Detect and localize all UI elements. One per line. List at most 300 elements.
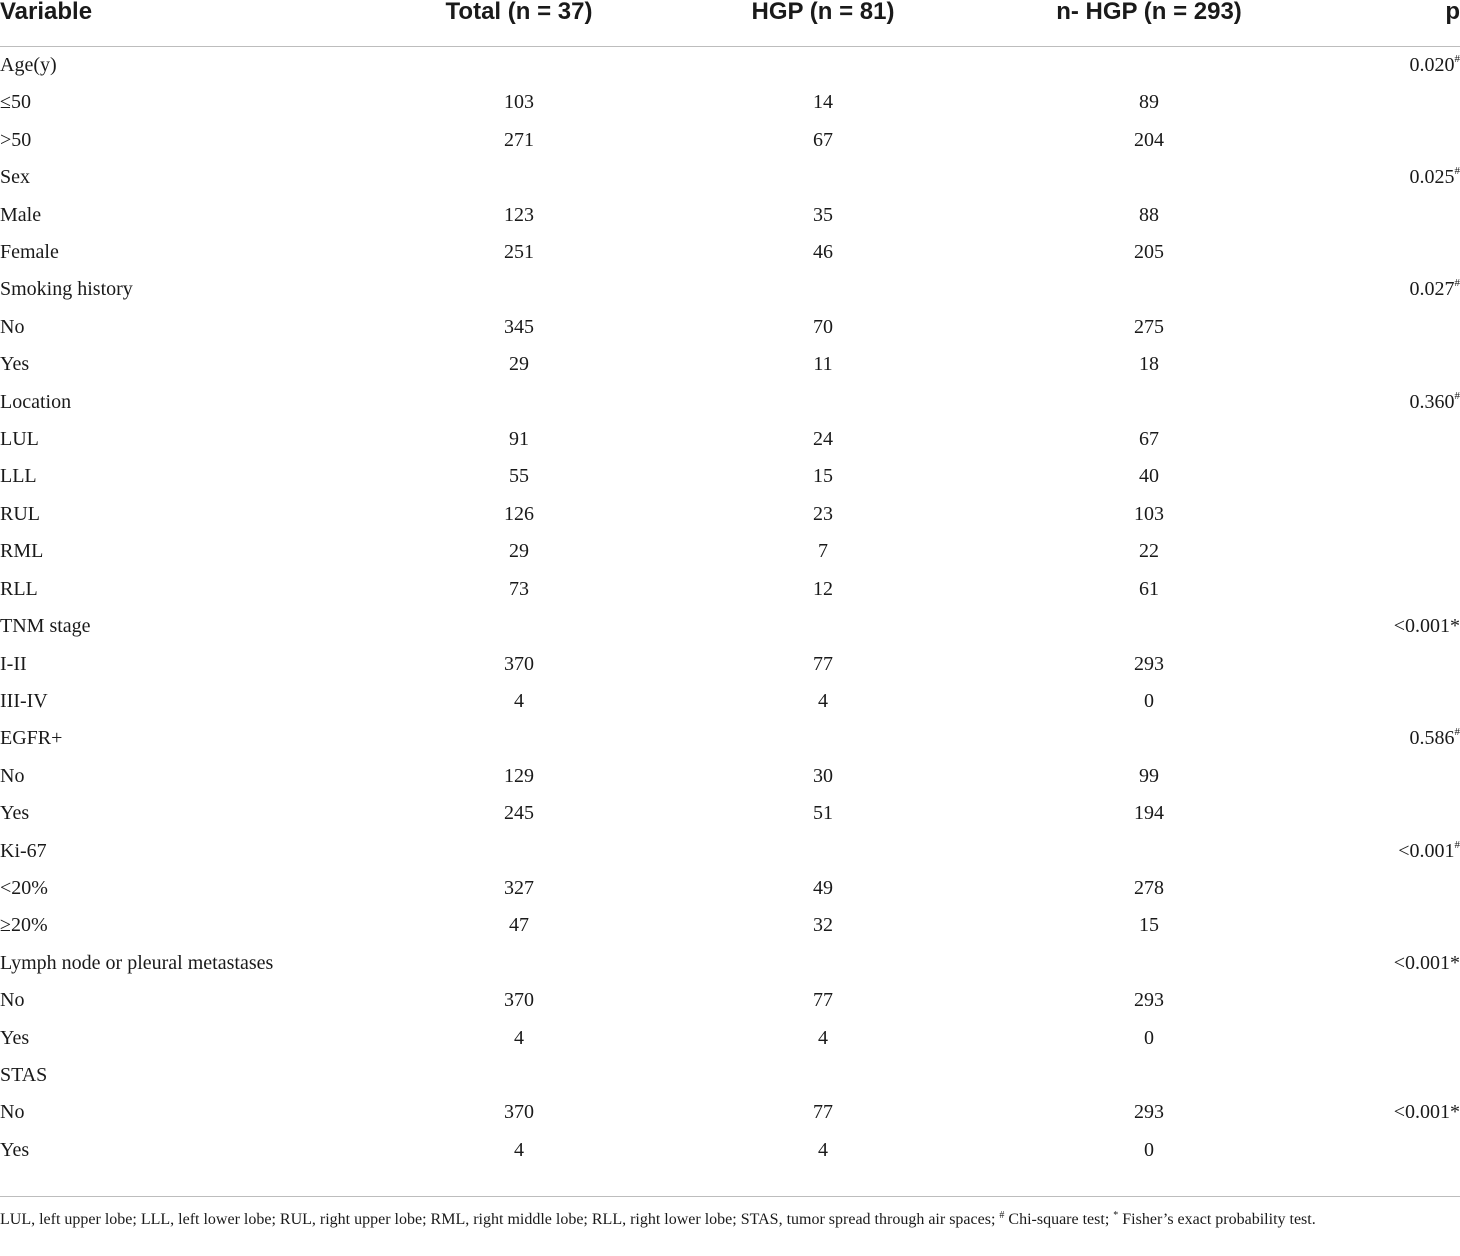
- cell-hgp: [658, 1020, 988, 1057]
- cell-n-hgp: [988, 384, 1310, 421]
- cell-hgp-text: 67: [813, 128, 833, 151]
- cell-hgp-text: 49: [813, 876, 833, 899]
- cell-n-hgp: [988, 982, 1310, 1019]
- cell-total: [380, 271, 658, 308]
- cell-p-value: [1310, 982, 1460, 1019]
- cell-total-text: 55: [509, 465, 529, 488]
- cell-n-hgp: [988, 683, 1310, 720]
- cell-n-hgp-text: 293: [1134, 652, 1164, 675]
- cell-n-hgp: [988, 646, 1310, 683]
- row-label: [0, 758, 380, 795]
- row-label: [0, 646, 380, 683]
- p-value-mark: #: [1454, 838, 1460, 851]
- row-label: [0, 907, 380, 944]
- row-label: [0, 945, 380, 982]
- cell-hgp: [658, 758, 988, 795]
- cell-n-hgp-text: 89: [1139, 91, 1159, 114]
- cell-total-text: 103: [504, 91, 534, 114]
- cell-p-value: [1310, 47, 1460, 85]
- cell-p-value: [1310, 758, 1460, 795]
- table-row: [0, 47, 1460, 85]
- cell-total: [380, 122, 658, 159]
- cell-hgp: [658, 945, 988, 982]
- cell-hgp-text: 24: [813, 428, 833, 451]
- cell-n-hgp: [988, 720, 1310, 757]
- cell-p-value: [1310, 833, 1460, 870]
- cell-total-text: 4: [514, 689, 524, 712]
- row-label: [0, 1057, 380, 1094]
- cell-hgp: [658, 795, 988, 832]
- cell-p-value: [1310, 271, 1460, 308]
- cell-n-hgp-text: 67: [1139, 428, 1159, 451]
- cell-total: [380, 720, 658, 757]
- cell-hgp-text: 51: [813, 802, 833, 825]
- cell-p-value: [1310, 421, 1460, 458]
- row-label: [0, 571, 380, 608]
- cell-n-hgp: [988, 758, 1310, 795]
- cell-hgp-text: 4: [818, 689, 828, 712]
- cell-n-hgp: [988, 458, 1310, 495]
- cell-n-hgp: [988, 1094, 1310, 1131]
- table-row: [0, 496, 1460, 533]
- cell-n-hgp-text: 15: [1139, 914, 1159, 937]
- row-label: [0, 197, 380, 234]
- cell-total: [380, 1132, 658, 1169]
- cell-n-hgp-text: 194: [1134, 802, 1164, 825]
- cell-p-value: [1310, 496, 1460, 533]
- cell-hgp: [658, 384, 988, 421]
- cell-p-value: [1310, 720, 1460, 757]
- cell-hgp: [658, 533, 988, 570]
- row-label-text: Yes: [0, 1026, 30, 1049]
- cell-n-hgp: [988, 122, 1310, 159]
- cell-hgp-text: 4: [818, 1026, 828, 1049]
- row-label: [0, 47, 380, 85]
- row-label-text: Location: [0, 390, 72, 413]
- cell-total: [380, 907, 658, 944]
- row-label-text: Yes: [0, 353, 30, 376]
- cell-n-hgp: [988, 234, 1310, 271]
- header-total: Total (n = 37): [380, 0, 658, 47]
- cell-total: [380, 1094, 658, 1131]
- cell-p-value-text: 0.025: [1409, 166, 1455, 189]
- cell-p-value: [1310, 533, 1460, 570]
- cell-p-value-text: <0.001*: [1393, 1101, 1460, 1124]
- table-row: [0, 533, 1460, 570]
- cell-hgp-text: 7: [818, 540, 828, 563]
- cell-total: [380, 870, 658, 907]
- cell-hgp-text: 4: [818, 1138, 828, 1161]
- row-label: [0, 720, 380, 757]
- cell-n-hgp-text: 0: [1144, 689, 1154, 712]
- cell-hgp-text: 23: [813, 502, 833, 525]
- cell-hgp: [658, 683, 988, 720]
- cell-hgp: [658, 84, 988, 121]
- cell-hgp-text: 15: [813, 465, 833, 488]
- cell-hgp: [658, 870, 988, 907]
- row-label-text: No: [0, 315, 25, 338]
- row-label-text: RML: [0, 540, 44, 563]
- row-label-text: ≥20%: [0, 914, 48, 937]
- cell-p-value: [1310, 309, 1460, 346]
- cell-n-hgp: [988, 159, 1310, 196]
- footnote-abbreviations: LUL, left upper lobe; LLL, left lower lobe; RUL, right upper lobe; RML, right middle lobe; RLL, right lower lobe; STAS, tumor spread through air spaces;: [0, 1211, 1000, 1228]
- cell-total: [380, 533, 658, 570]
- cell-n-hgp-text: 61: [1139, 577, 1159, 600]
- cell-p-value: [1310, 1020, 1460, 1057]
- row-label: [0, 833, 380, 870]
- table-row: [0, 234, 1460, 271]
- cell-total: [380, 795, 658, 832]
- cell-n-hgp-text: 103: [1134, 502, 1164, 525]
- cell-p-value-text: <0.001: [1398, 839, 1455, 862]
- cell-n-hgp: [988, 870, 1310, 907]
- cell-hgp: [658, 833, 988, 870]
- row-label-text: I-II: [0, 652, 27, 675]
- cell-p-value-text: 0.586: [1409, 727, 1455, 750]
- cell-p-value: [1310, 870, 1460, 907]
- cell-hgp: [658, 496, 988, 533]
- table-row: [0, 271, 1460, 308]
- cell-n-hgp: [988, 533, 1310, 570]
- cell-total-text: 4: [514, 1138, 524, 1161]
- cell-total: [380, 159, 658, 196]
- cell-hgp: [658, 234, 988, 271]
- p-value-mark: #: [1454, 165, 1460, 178]
- cell-n-hgp-text: 40: [1139, 465, 1159, 488]
- row-label: [0, 608, 380, 645]
- cell-total: [380, 47, 658, 85]
- table-row: [0, 720, 1460, 757]
- cell-total: [380, 346, 658, 383]
- table-row: [0, 571, 1460, 608]
- cell-total: [380, 571, 658, 608]
- row-label: [0, 84, 380, 121]
- row-label: [0, 159, 380, 196]
- row-label: [0, 271, 380, 308]
- table-row: [0, 833, 1460, 870]
- cell-p-value: [1310, 795, 1460, 832]
- table-row: [0, 646, 1460, 683]
- cell-total: [380, 458, 658, 495]
- row-label-text: RLL: [0, 577, 38, 600]
- cell-hgp-text: 77: [813, 1101, 833, 1124]
- cell-n-hgp-text: 293: [1134, 1101, 1164, 1124]
- cell-total-text: 271: [504, 128, 534, 151]
- footnote-mark-hash: #: [999, 1210, 1005, 1221]
- table-row: [0, 945, 1460, 982]
- cell-hgp: [658, 1094, 988, 1131]
- row-label: [0, 1020, 380, 1057]
- cell-total: [380, 833, 658, 870]
- row-label: [0, 1132, 380, 1169]
- table-row: [0, 1132, 1460, 1169]
- cell-hgp-text: 30: [813, 764, 833, 787]
- table-row: [0, 159, 1460, 196]
- cell-n-hgp-text: 275: [1134, 315, 1164, 338]
- cell-total-text: 251: [504, 241, 534, 264]
- cell-n-hgp: [988, 1057, 1310, 1094]
- cell-total-text: 345: [504, 315, 534, 338]
- table-row: [0, 758, 1460, 795]
- cell-p-value: [1310, 608, 1460, 645]
- cell-p-value: [1310, 1132, 1460, 1169]
- table-row: [0, 346, 1460, 383]
- table-row: [0, 1094, 1460, 1131]
- cell-n-hgp: [988, 271, 1310, 308]
- cell-total-text: 123: [504, 203, 534, 226]
- cell-hgp: [658, 421, 988, 458]
- table-row: [0, 309, 1460, 346]
- cell-n-hgp-text: 99: [1139, 764, 1159, 787]
- cell-p-value-text: <0.001*: [1393, 951, 1460, 974]
- header-p: p: [1310, 0, 1460, 47]
- table-row: [0, 982, 1460, 1019]
- cell-total: [380, 945, 658, 982]
- table-row: [0, 1057, 1460, 1094]
- row-label-text: Yes: [0, 1138, 30, 1161]
- table-row: [0, 907, 1460, 944]
- cell-hgp-text: 70: [813, 315, 833, 338]
- cell-n-hgp: [988, 197, 1310, 234]
- row-label: [0, 421, 380, 458]
- cell-hgp: [658, 982, 988, 1019]
- cell-p-value: [1310, 571, 1460, 608]
- row-label: [0, 795, 380, 832]
- table-row: [0, 795, 1460, 832]
- cell-hgp-text: 32: [813, 914, 833, 937]
- cell-total-text: 245: [504, 802, 534, 825]
- row-label: [0, 533, 380, 570]
- cell-hgp: [658, 197, 988, 234]
- table-row: [0, 384, 1460, 421]
- table-header-row: [0, 0, 1460, 47]
- cell-hgp: [658, 1057, 988, 1094]
- cell-total-text: 73: [509, 577, 529, 600]
- cell-n-hgp: [988, 421, 1310, 458]
- table-row: [0, 683, 1460, 720]
- cell-hgp: [658, 571, 988, 608]
- cell-n-hgp-text: 18: [1139, 353, 1159, 376]
- cell-n-hgp-text: 0: [1144, 1138, 1154, 1161]
- header-variable: Variable: [0, 0, 380, 47]
- cell-n-hgp: [988, 496, 1310, 533]
- cell-total: [380, 234, 658, 271]
- cell-total: [380, 496, 658, 533]
- cell-hgp: [658, 122, 988, 159]
- row-label-text: LUL: [0, 428, 39, 451]
- row-label: [0, 458, 380, 495]
- cell-hgp: [658, 907, 988, 944]
- row-label: [0, 1094, 380, 1131]
- cell-total-text: 370: [504, 1101, 534, 1124]
- cell-total-text: 370: [504, 652, 534, 675]
- row-label-text: Smoking history: [0, 278, 133, 301]
- cell-n-hgp-text: 0: [1144, 1026, 1154, 1049]
- cell-p-value: [1310, 907, 1460, 944]
- cell-n-hgp: [988, 795, 1310, 832]
- table-body: [0, 47, 1460, 1170]
- p-value-mark: #: [1454, 389, 1460, 402]
- cell-hgp: [658, 159, 988, 196]
- row-label: [0, 309, 380, 346]
- row-label: [0, 982, 380, 1019]
- row-label-text: No: [0, 764, 25, 787]
- cell-n-hgp: [988, 84, 1310, 121]
- cell-total: [380, 683, 658, 720]
- cell-hgp-text: 35: [813, 203, 833, 226]
- cell-total-text: 370: [504, 989, 534, 1012]
- row-label-text: EGFR+: [0, 727, 63, 750]
- cell-p-value-text: 0.020: [1409, 54, 1455, 76]
- cell-total: [380, 421, 658, 458]
- cell-total-text: 327: [504, 876, 534, 899]
- cell-p-value: [1310, 683, 1460, 720]
- row-label-text: Lymph node or pleural metastases: [0, 951, 274, 974]
- cell-n-hgp-text: 278: [1134, 876, 1164, 899]
- cell-hgp: [658, 1132, 988, 1169]
- cell-hgp: [658, 720, 988, 757]
- cell-n-hgp: [988, 47, 1310, 85]
- table-row: [0, 1020, 1460, 1057]
- cell-total: [380, 1057, 658, 1094]
- row-label-text: Yes: [0, 802, 30, 825]
- p-value-mark: #: [1454, 277, 1460, 290]
- cell-hgp-text: 12: [813, 577, 833, 600]
- cell-p-value: [1310, 159, 1460, 196]
- row-label-text: <20%: [0, 876, 48, 899]
- cell-hgp: [658, 47, 988, 85]
- cell-p-value: [1310, 1057, 1460, 1094]
- cell-hgp: [658, 346, 988, 383]
- footnote-mark-asterisk: *: [1113, 1210, 1119, 1221]
- row-label-text: No: [0, 989, 25, 1012]
- row-label: [0, 384, 380, 421]
- cell-p-value-text: <0.001*: [1393, 615, 1460, 638]
- cell-p-value: [1310, 1094, 1460, 1131]
- header-hgp: HGP (n = 81): [658, 0, 988, 47]
- cell-p-value: [1310, 122, 1460, 159]
- cell-total-text: 4: [514, 1026, 524, 1049]
- cell-n-hgp: [988, 346, 1310, 383]
- cell-p-value-text: 0.027: [1409, 278, 1455, 301]
- cell-total-text: 47: [509, 914, 529, 937]
- cell-total: [380, 384, 658, 421]
- row-label: [0, 346, 380, 383]
- cell-n-hgp: [988, 945, 1310, 982]
- cell-total-text: 129: [504, 764, 534, 787]
- cell-hgp-text: 77: [813, 652, 833, 675]
- cell-total: [380, 646, 658, 683]
- table-row: [0, 458, 1460, 495]
- row-label: [0, 870, 380, 907]
- row-label-text: LLL: [0, 465, 37, 488]
- footnote-chi-square: Chi-square test;: [1004, 1211, 1114, 1228]
- row-label: [0, 683, 380, 720]
- row-label-text: >50: [0, 128, 32, 151]
- table-row: [0, 122, 1460, 159]
- cell-n-hgp: [988, 309, 1310, 346]
- cell-hgp-text: 46: [813, 241, 833, 264]
- cell-total: [380, 197, 658, 234]
- cell-hgp: [658, 458, 988, 495]
- row-label-text: Sex: [0, 166, 30, 189]
- row-label-text: Ki-67: [0, 839, 47, 862]
- cell-n-hgp: [988, 608, 1310, 645]
- cell-n-hgp: [988, 1132, 1310, 1169]
- row-label-text: ≤50: [0, 91, 31, 114]
- row-label: [0, 122, 380, 159]
- cell-hgp-text: 14: [813, 91, 833, 114]
- cell-total-text: 91: [509, 428, 529, 451]
- cell-hgp: [658, 271, 988, 308]
- table-row: [0, 84, 1460, 121]
- row-label-text: No: [0, 1101, 25, 1124]
- table-footnote: [0, 1196, 1460, 1232]
- cell-total: [380, 608, 658, 645]
- cell-n-hgp-text: 22: [1139, 540, 1159, 563]
- cell-p-value: [1310, 646, 1460, 683]
- cell-n-hgp-text: 204: [1134, 128, 1164, 151]
- cell-p-value: [1310, 384, 1460, 421]
- row-label-text: III-IV: [0, 689, 48, 712]
- p-value-mark: #: [1454, 726, 1460, 739]
- cell-total-text: 29: [509, 353, 529, 376]
- cell-n-hgp: [988, 907, 1310, 944]
- table-row: [0, 870, 1460, 907]
- cell-total: [380, 982, 658, 1019]
- cell-p-value-text: 0.360: [1409, 390, 1455, 413]
- cell-n-hgp: [988, 833, 1310, 870]
- cell-total: [380, 84, 658, 121]
- row-label-text: TNM stage: [0, 615, 91, 638]
- cell-p-value: [1310, 458, 1460, 495]
- cell-n-hgp-text: 88: [1139, 203, 1159, 226]
- cell-total: [380, 758, 658, 795]
- table-row: [0, 421, 1460, 458]
- cell-n-hgp-text: 205: [1134, 241, 1164, 264]
- table-row: [0, 197, 1460, 234]
- cell-hgp: [658, 608, 988, 645]
- cell-total-text: 126: [504, 502, 534, 525]
- footnote-fisher: Fisher’s exact probability test.: [1118, 1211, 1316, 1228]
- cell-p-value: [1310, 197, 1460, 234]
- row-label-text: Age(y): [0, 54, 57, 76]
- cell-p-value: [1310, 346, 1460, 383]
- cell-hgp: [658, 309, 988, 346]
- cell-total-text: 29: [509, 540, 529, 563]
- row-label: [0, 496, 380, 533]
- cell-hgp-text: 77: [813, 989, 833, 1012]
- cell-p-value: [1310, 84, 1460, 121]
- row-label-text: Female: [0, 241, 59, 264]
- row-label-text: STAS: [0, 1063, 48, 1086]
- cell-n-hgp: [988, 1020, 1310, 1057]
- row-label: [0, 234, 380, 271]
- cell-total: [380, 309, 658, 346]
- row-label-text: RUL: [0, 502, 40, 525]
- cell-hgp: [658, 646, 988, 683]
- p-value-mark: #: [1454, 53, 1460, 65]
- cell-p-value: [1310, 234, 1460, 271]
- cell-total: [380, 1020, 658, 1057]
- cell-n-hgp-text: 293: [1134, 989, 1164, 1012]
- row-label-text: Male: [0, 203, 42, 226]
- cell-hgp-text: 11: [813, 353, 833, 376]
- header-n-hgp: n- HGP (n = 293): [988, 0, 1310, 47]
- cell-n-hgp: [988, 571, 1310, 608]
- cell-p-value: [1310, 945, 1460, 982]
